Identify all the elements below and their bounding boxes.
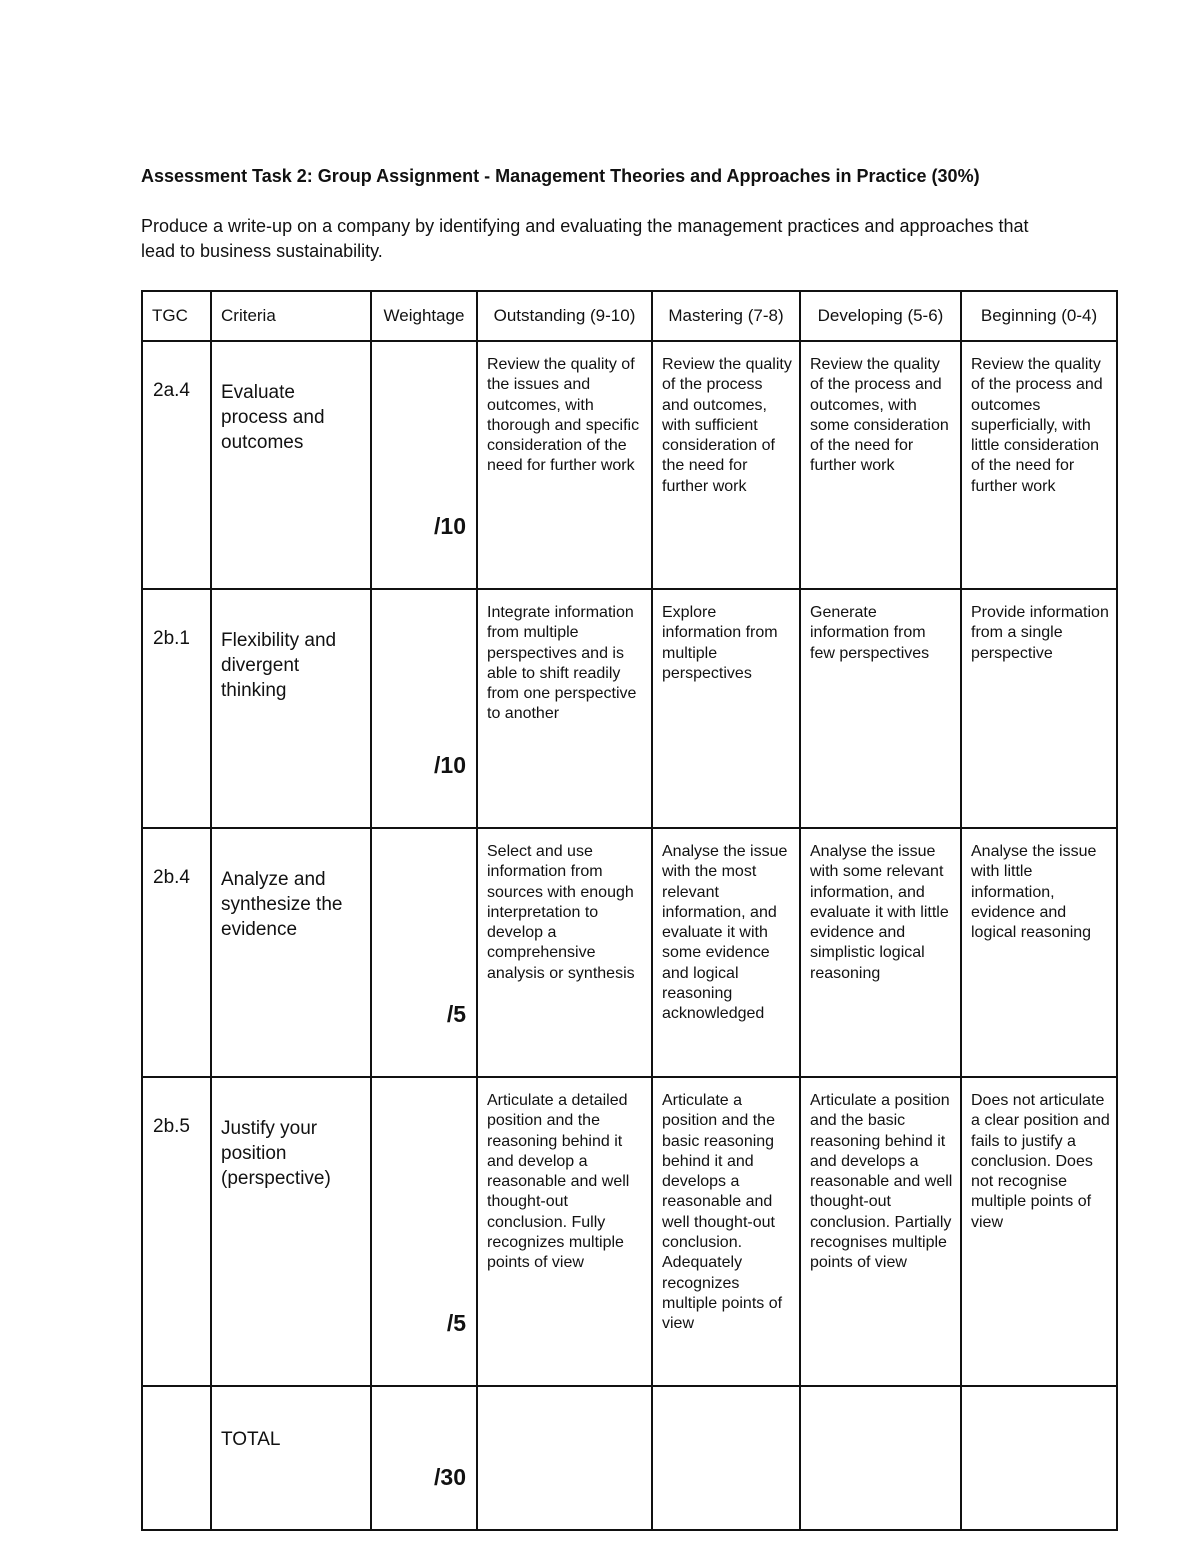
tgc-code: 2a.4 <box>142 341 211 589</box>
criteria-cell: Evaluate process and outcomes <box>211 341 371 589</box>
table-row <box>142 1077 1117 1386</box>
mastering-cell: Articulate a position and the basic reasoning behind it and develops a reasonable and well thought-out conclusion. Adequately recognizes multiple points of view <box>652 1077 800 1386</box>
criteria-cell: Flexibility and divergent thinking <box>211 589 371 828</box>
tgc-code: 2b.4 <box>142 828 211 1077</box>
developing-cell: Analyse the issue with some relevant information, and evaluate it with little evidence and simplistic logical reasoning <box>800 828 961 1077</box>
mastering-cell: Analyse the issue with the most relevant information, and evaluate it with some evidence and logical reasoning acknowledged <box>652 828 800 1077</box>
beginning-cell: Analyse the issue with little information, evidence and logical reasoning <box>961 828 1117 1077</box>
table-row <box>142 341 1117 589</box>
total-outstanding-cell <box>477 1386 652 1530</box>
mastering-cell: Explore information from multiple perspectives <box>652 589 800 828</box>
outstanding-cell: Review the quality of the issues and outcomes, with thorough and specific consideration of the need for further work <box>477 341 652 589</box>
beginning-cell: Does not articulate a clear position and fails to justify a conclusion. Does not recognise multiple points of view <box>961 1077 1117 1386</box>
weightage-cell <box>371 589 477 828</box>
weightage-cell <box>371 341 477 589</box>
tgc-code: 2b.5 <box>142 1077 211 1386</box>
header-weightage: Weightage <box>371 291 477 341</box>
total-tgc-cell <box>142 1386 211 1530</box>
weightage-value: /5 <box>446 1001 466 1027</box>
total-beginning-cell <box>961 1386 1117 1530</box>
criteria-cell: Analyze and synthesize the evidence <box>211 828 371 1077</box>
outstanding-cell: Select and use information from sources with enough interpretation to develop a comprehensive analysis or synthesis <box>477 828 652 1077</box>
header-mastering: Mastering (7-8) <box>652 291 800 341</box>
weightage-value: /10 <box>434 513 466 539</box>
mastering-cell: Review the quality of the process and outcomes, with sufficient consideration of the need for further work <box>652 341 800 589</box>
criteria-cell: Justify your position (perspective) <box>211 1077 371 1386</box>
task-description: Produce a write-up on a company by identifying and evaluating the management practices and approaches that lead to business sustainability. <box>141 216 1029 261</box>
table-row <box>142 589 1117 828</box>
rubric-table <box>141 290 1118 1531</box>
total-weightage-cell <box>371 1386 477 1530</box>
developing-cell: Generate information from few perspectives <box>800 589 961 828</box>
tgc-code: 2b.1 <box>142 589 211 828</box>
beginning-cell: Provide information from a single perspective <box>961 589 1117 828</box>
header-criteria: Criteria <box>211 291 371 341</box>
header-outstanding: Outstanding (9-10) <box>477 291 652 341</box>
header-developing: Developing (5-6) <box>800 291 961 341</box>
weightage-value: /5 <box>446 1310 466 1336</box>
total-mastering-cell <box>652 1386 800 1530</box>
weightage-cell <box>371 1077 477 1386</box>
page-title: Assessment Task 2: Group Assignment - Management Theories and Approaches in Practice (30%) <box>141 166 980 186</box>
header-tgc: TGC <box>142 291 211 341</box>
total-weightage-value: /30 <box>434 1464 466 1490</box>
total-developing-cell <box>800 1386 961 1530</box>
table-row <box>142 828 1117 1077</box>
header-beginning: Beginning (0-4) <box>961 291 1117 341</box>
outstanding-cell: Articulate a detailed position and the reasoning behind it and develop a reasonable and well thought-out conclusion. Fully recognizes multiple points of view <box>477 1077 652 1386</box>
outstanding-cell: Integrate information from multiple perspectives and is able to shift readily from one perspective to another <box>477 589 652 828</box>
developing-cell: Review the quality of the process and outcomes, with some consideration of the need for further work <box>800 341 961 589</box>
beginning-cell: Review the quality of the process and outcomes superficially, with little consideration of the need for further work <box>961 341 1117 589</box>
weightage-value: /10 <box>434 752 466 778</box>
total-label: TOTAL <box>211 1386 371 1530</box>
header-row <box>142 291 1117 341</box>
developing-cell: Articulate a position and the basic reasoning behind it and develops a reasonable and well thought-out conclusion. Partially recognises multiple points of view <box>800 1077 961 1386</box>
weightage-cell <box>371 828 477 1077</box>
total-row <box>142 1386 1117 1530</box>
